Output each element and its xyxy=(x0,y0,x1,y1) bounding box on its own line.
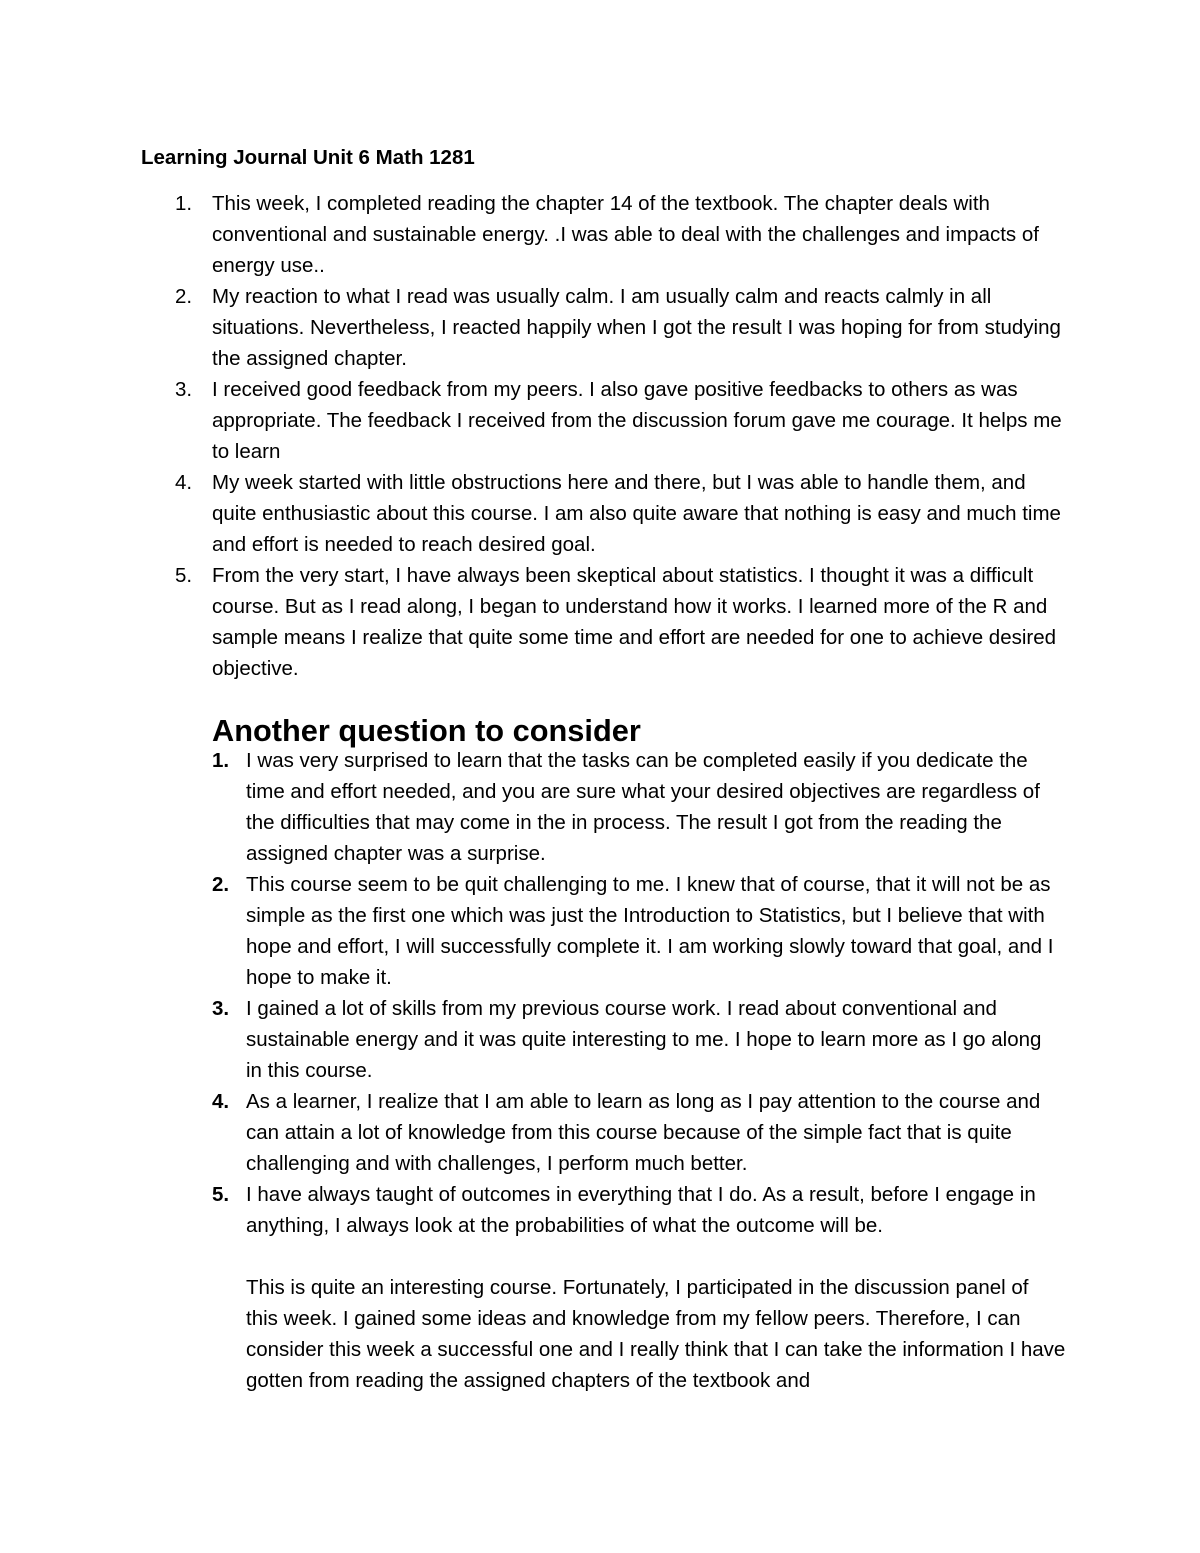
item-number: 5. xyxy=(175,564,193,587)
list-item xyxy=(212,745,1062,869)
item-number: 4. xyxy=(175,471,193,494)
item-text: As a learner, I realize that I am able to learn as long as I pay attention to the course and can attain a lot of knowledge from this course because of the simple fact that is quite challenging and with challenges, I perform much better. xyxy=(246,1090,1041,1175)
item-number: 5. xyxy=(212,1183,230,1206)
list-item xyxy=(141,281,1071,374)
item-number: 3. xyxy=(175,378,193,401)
item-text: My week started with little obstructions here and there, but I was able to handle them, and quite enthusiastic about this course. I am also quite aware that nothing is easy and much time and effort is needed to reach desired goal. xyxy=(212,471,1061,556)
item-text: I gained a lot of skills from my previous course work. I read about conventional and sustainable energy and it was quite interesting to me. I hope to learn more as I go along in this course. xyxy=(246,997,1042,1082)
list-item xyxy=(212,993,1062,1086)
section-heading: Another question to consider xyxy=(212,713,641,748)
item-text: My reaction to what I read was usually calm. I am usually calm and reacts calmly in all situations. Nevertheless, I reacted happily when I got the result I was hoping for from studying the assigned chapter. xyxy=(212,285,1061,370)
item-text: I received good feedback from my peers. I also gave positive feedbacks to others as was appropriate. The feedback I received from the discussion forum gave me courage. It helps me to learn xyxy=(212,378,1062,463)
list-item xyxy=(212,1086,1062,1179)
question-answers-list xyxy=(212,745,1062,1241)
list-item xyxy=(141,374,1071,467)
list-item xyxy=(212,869,1062,993)
item-text: This course seem to be quit challenging to me. I knew that of course, that it will not be as simple as the first one which was just the Introduction to Statistics, but I believe that with hope and effort, I will successfully complete it. I am working slowly toward that goal, and I hope to make it. xyxy=(246,873,1054,989)
item-number: 1. xyxy=(212,749,230,772)
item-text: I have always taught of outcomes in everything that I do. As a result, before I engage in anything, I always look at the probabilities of what the outcome will be. xyxy=(246,1183,1036,1237)
list-item xyxy=(141,467,1071,560)
item-text: I was very surprised to learn that the tasks can be completed easily if you dedicate the time and effort needed, and you are sure what your desired objectives are regardless of the difficulties that may come in the in process. The result I got from the reading the assigned chapter was a surprise. xyxy=(246,749,1040,865)
item-number: 4. xyxy=(212,1090,230,1113)
list-item xyxy=(141,188,1071,281)
item-number: 3. xyxy=(212,997,230,1020)
journal-answers-list xyxy=(141,188,1071,684)
list-item xyxy=(212,1179,1062,1241)
item-text: From the very start, I have always been skeptical about statistics. I thought it was a difficult course. But as I read along, I began to understand how it works. I learned more of the R and sample means I realize that quite some time and effort are needed for one to achieve desired objective. xyxy=(212,564,1057,680)
item-number: 1. xyxy=(175,192,193,215)
item-text: This week, I completed reading the chapter 14 of the textbook. The chapter deals with conventional and sustainable energy. .I was able to deal with the challenges and impacts of energy use.. xyxy=(212,192,1039,277)
item-number: 2. xyxy=(175,285,193,308)
closing-paragraph: This is quite an interesting course. Fortunately, I participated in the discussion panel of this week. I gained some ideas and knowledge from my fellow peers. Therefore, I can consider this week a successful one and I really think that I can take the information I have gotten from reading the assigned chapters of the textbook and xyxy=(246,1276,1066,1392)
item-number: 2. xyxy=(212,873,230,896)
list-item xyxy=(141,560,1071,684)
document-title: Learning Journal Unit 6 Math 1281 xyxy=(141,146,475,169)
